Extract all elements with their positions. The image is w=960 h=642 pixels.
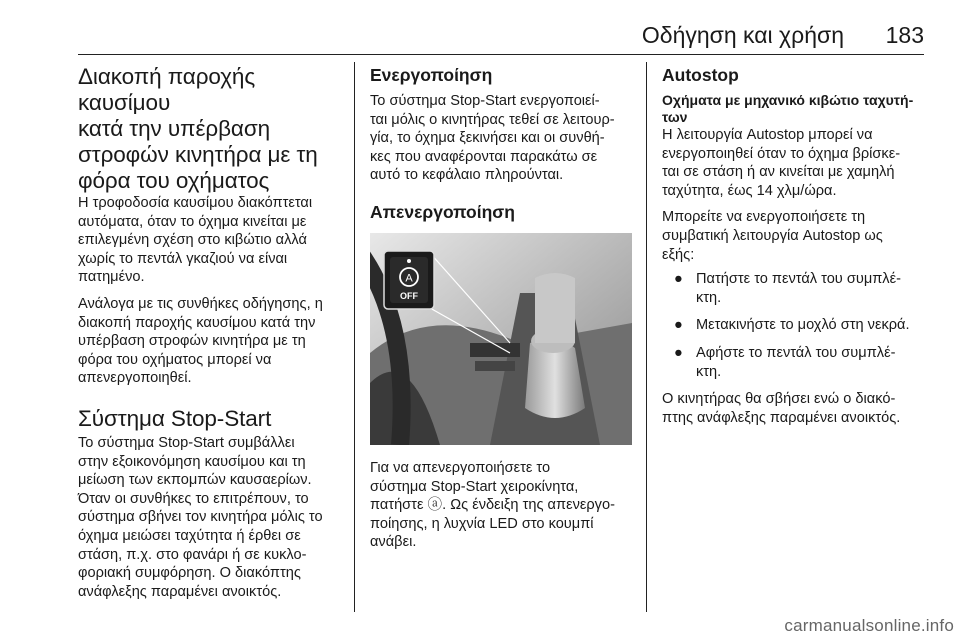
column-3 [662,64,932,435]
gear-console-illustration [370,233,632,445]
section-heading-stop-start: Σύστημα Stop-Start [78,405,272,431]
paragraph: Μπορείτε να ενεργοποιήσετε τη συμβατική λειτουργία Autostop ως εξής: [662,209,883,263]
bullet-icon: ● [674,344,683,361]
column-1 [78,64,350,609]
stop-start-button-photo [370,233,632,445]
page-header [78,22,924,62]
paragraph: Για να απενεργοποιήσετε το σύστημα Stop-Start χειροκίνητα, πατήστε ⓐ. Ως ένδειξη της απενεργο- ποίησης, η λυχνία LED στο κουμπί ανάβει. [370,459,615,551]
list-item: ● Πατήστε το πεντάλ του συμπλέ- κτη. [674,271,901,306]
bullet-icon: ● [674,271,683,288]
subsection-heading-activation: Ενεργοποίηση [370,65,493,85]
paragraph: Το σύστημα Stop-Start συμβάλλει στην εξοικονόμηση καυσίμου και τη μείωση των εκπομπών καυσαερίων. Όταν οι συνθήκες το επιτρέπουν, το σύστημα σβήνει τον κινητήρα μόλις το όχημα μειώσει ταχύτητα ή έρθει σε στάση, π.χ. στο φανάρι ή σε κυκλο- φοριακή συμφόρηση. Ο διακόπτης ανάφλεξης παραμένει ανοικτός. [78,434,323,600]
list-item: ● Αφήστε το πεντάλ του συμπλέ- κτη. [674,344,896,380]
button-symbol: A [405,272,413,285]
paragraph: Ανάλογα με τις συνθήκες οδήγησης, η διακοπή παροχής καυσίμου κατά την υπέρβαση στροφών κινητήρα με τη φόρα του οχήματος μπορεί να απενεργοποιηθεί. [78,295,323,387]
bullet-icon: ● [674,317,683,334]
section-heading-fuel-cutoff: Διακοπή παροχής καυσίμου κατά την υπέρβαση στροφών κινητήρα με τη φόρα του οχήματος [78,64,318,193]
vehicle-type-subheading: Οχήματα με μηχανικό κιβώτιο ταχυτή- των [662,92,914,125]
subsection-heading-autostop: Autostop [662,65,739,85]
watermark: carmanualsonline.info [784,616,954,635]
steps-list [662,270,932,381]
header-rule [78,54,924,55]
column-2 [370,64,635,560]
list-item: ● Μετακινήστε το μοχλό στη νεκρά. [674,317,910,334]
paragraph: Το σύστημα Stop-Start ενεργοποιεί- ται μόλις ο κινητήρας τεθεί σε λειτουρ- γία, το όχημα ξεκινήσει και οι συνθή- κες που αναφέρονται παρακάτω σε αυτό το κεφάλαιο πληρούνται. [370,93,615,184]
column-divider [646,62,647,612]
paragraph: Η λειτουργία Autostop μπορεί να ενεργοποιηθεί όταν το όχημα βρίσκε- ται σε στάση ή αν κινείται με χαμηλή ταχύτητα, έως 14 χλμ/ώρα. [662,127,901,199]
column-divider [354,62,355,612]
subsection-heading-deactivation: Απενεργοποίηση [370,201,515,222]
button-off-label: OFF [400,290,418,301]
header-title: Οδήγηση και χρήση [641,22,844,48]
paragraph: Ο κινητήρας θα σβήσει ενώ ο διακό- πτης ανάφλεξης παραμένει ανοικτός. [662,391,901,426]
paragraph: Η τροφοδοσία καυσίμου διακόπτεται αυτόματα, όταν το όχημα κινείται με επιλεγμένη σχέση στο κιβώτιο αλλά χωρίς το πεντάλ γκαζιού να είναι πατημένο. [78,195,313,286]
page-number: 183 [885,22,924,48]
